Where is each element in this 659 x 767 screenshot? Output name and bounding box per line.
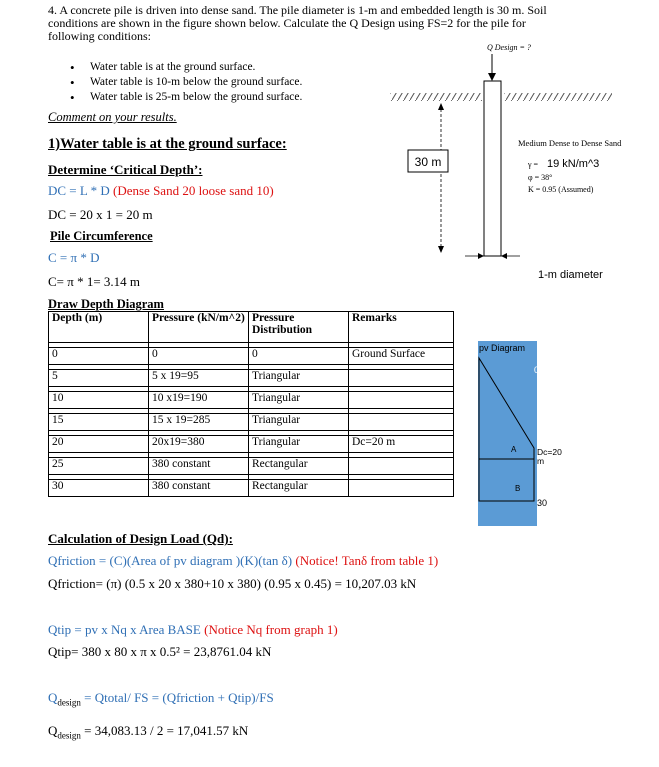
dimension-arrow-up [438, 103, 444, 110]
soil-title: Medium Dense to Dense Sand [518, 138, 622, 148]
header-pressure: Pressure (kN/m^2) [149, 312, 249, 343]
table-header-row [49, 312, 454, 343]
dimension-arrow-down [438, 246, 444, 253]
problem-statement: 4. A concrete pile is driven into dense sand. The pile diameter is 1-m and embedded length is 30 m. Soil conditions are shown in the figure shown below. Calculate the Q Design using FS=2 for the pile for following conditions: [48, 3, 547, 43]
ground-hatch-right [504, 93, 612, 101]
table-row [49, 436, 454, 453]
section-title: 1)Water table is at the ground surface: [48, 136, 287, 152]
pile-shaft [484, 81, 501, 256]
circumference-heading: Pile Circumference [50, 229, 153, 243]
q-design-label: Q Design = ? [487, 43, 531, 52]
comment-label: Comment on your results. [48, 110, 177, 124]
cell [349, 480, 454, 497]
calc-line-1 [48, 553, 438, 569]
cell: Rectangular [249, 458, 349, 475]
cell: 0 [249, 348, 349, 365]
ground-hatch-left [390, 93, 482, 101]
cell: Triangular [249, 392, 349, 409]
table-row [49, 480, 454, 497]
circumference-formula: C = π * D [48, 250, 100, 265]
cell [349, 458, 454, 475]
pressure-table [48, 311, 454, 497]
dc-formula [48, 183, 274, 199]
calc-line-2: Qfriction= (π) (0.5 x 20 x 380+10 x 380) (0.95 x 0.45) = 10,207.03 kN [48, 576, 417, 591]
header-remarks: Remarks [349, 312, 454, 343]
cell: 5 x 19=95 [149, 370, 249, 387]
dc-formula-prefix: DC = L * D [48, 183, 113, 198]
cell: Rectangular [249, 480, 349, 497]
gamma-value: 19 kN/m^3 [547, 158, 600, 170]
table-row [49, 414, 454, 431]
q-symbol: Q [48, 723, 58, 738]
condition-item: • Water table is 25-m below the ground surface. [70, 90, 302, 105]
dc-formula-note: (Dense Sand 20 loose sand 10) [113, 183, 274, 198]
cell: 10 x19=190 [149, 392, 249, 409]
cell: 5 [49, 370, 149, 387]
cell: 20x19=380 [149, 436, 249, 453]
calc-line-6-rest: = 34,083.13 / 2 = 17,041.57 kN [80, 723, 249, 738]
k-value: K = 0.95 (Assumed) [528, 185, 594, 194]
table-row [49, 348, 454, 365]
cell: Dc=20 m [349, 436, 454, 453]
diameter-arrow-left [478, 253, 484, 259]
header-depth: Depth (m) [49, 312, 149, 343]
header-distribution: Pressure Distribution [249, 312, 349, 343]
table-row [49, 370, 454, 387]
dc-value: DC = 20 x 1 = 20 m [48, 207, 153, 222]
cell: 15 x 19=285 [149, 414, 249, 431]
table-row [49, 458, 454, 475]
pv-diagram-panel [478, 341, 540, 526]
cell: 0 [149, 348, 249, 365]
draw-heading: Draw Depth Diagram [48, 297, 164, 311]
calc-line-1-main: Qfriction = (C)(Area of pv diagram )(K)(tan δ) [48, 553, 296, 568]
cell: 0 [49, 348, 149, 365]
cell [349, 392, 454, 409]
cell: 15 [49, 414, 149, 431]
pv-a-label: A [511, 445, 517, 454]
phi-value: φ = 38° [528, 173, 553, 182]
cell [349, 414, 454, 431]
q-subscript: design [57, 697, 81, 708]
cell: 380 constant [149, 480, 249, 497]
q-symbol: Q [48, 690, 58, 705]
circumference-value: C= π * 1= 3.14 m [48, 274, 141, 289]
calc-line-3-main: Qtip = pv x Nq x Area BASE [48, 622, 205, 637]
calc-line-6 [48, 723, 248, 741]
cell: Triangular [249, 370, 349, 387]
pile-figure [380, 40, 659, 300]
cell: Triangular [249, 414, 349, 431]
cell: 25 [49, 458, 149, 475]
pv-title: pv Diagram [479, 343, 526, 353]
cell: 10 [49, 392, 149, 409]
calc-line-5-rest: = Qtotal/ FS = (Qfriction + Qtip)/FS [80, 690, 274, 705]
cell: 30 [49, 480, 149, 497]
pv-outline [479, 358, 534, 501]
calc-line-1-note: (Notice! Tanδ from table 1) [295, 553, 439, 568]
calc-line-5 [48, 690, 274, 708]
pv-diagram [478, 341, 540, 526]
critical-depth-heading: Determine ‘Critical Depth’: [48, 162, 203, 177]
diameter-label: 1-m diameter [538, 269, 603, 281]
calc-line-4: Qtip= 380 x 80 x π x 0.5² = 23,8761.04 kN [48, 644, 272, 659]
pv-bottom-label: 30 [537, 498, 548, 508]
calc-line-3 [48, 622, 338, 638]
pv-b-label: B [515, 484, 521, 493]
conditions-list [70, 60, 302, 105]
cell: 20 [49, 436, 149, 453]
condition-item: • Water table is at the ground surface. [70, 60, 302, 75]
gamma-symbol: γ = [528, 160, 539, 169]
cell [349, 370, 454, 387]
diameter-arrow-right [501, 253, 507, 259]
length-label: 30 m [414, 155, 442, 169]
cell: Triangular [249, 436, 349, 453]
pv-top-label: 0 [534, 365, 540, 375]
cell: 380 constant [149, 458, 249, 475]
table-row [49, 392, 454, 409]
condition-item: • Water table is 10-m below the ground surface. [70, 75, 302, 90]
calc-heading: Calculation of Design Load (Qd): [48, 531, 233, 546]
q-subscript: design [57, 730, 81, 741]
load-arrow-head [488, 73, 496, 81]
calc-line-3-note: (Notice Nq from graph 1) [204, 622, 338, 637]
cell: Ground Surface [349, 348, 454, 365]
pv-dc-label: Dc=20 m [537, 447, 562, 466]
